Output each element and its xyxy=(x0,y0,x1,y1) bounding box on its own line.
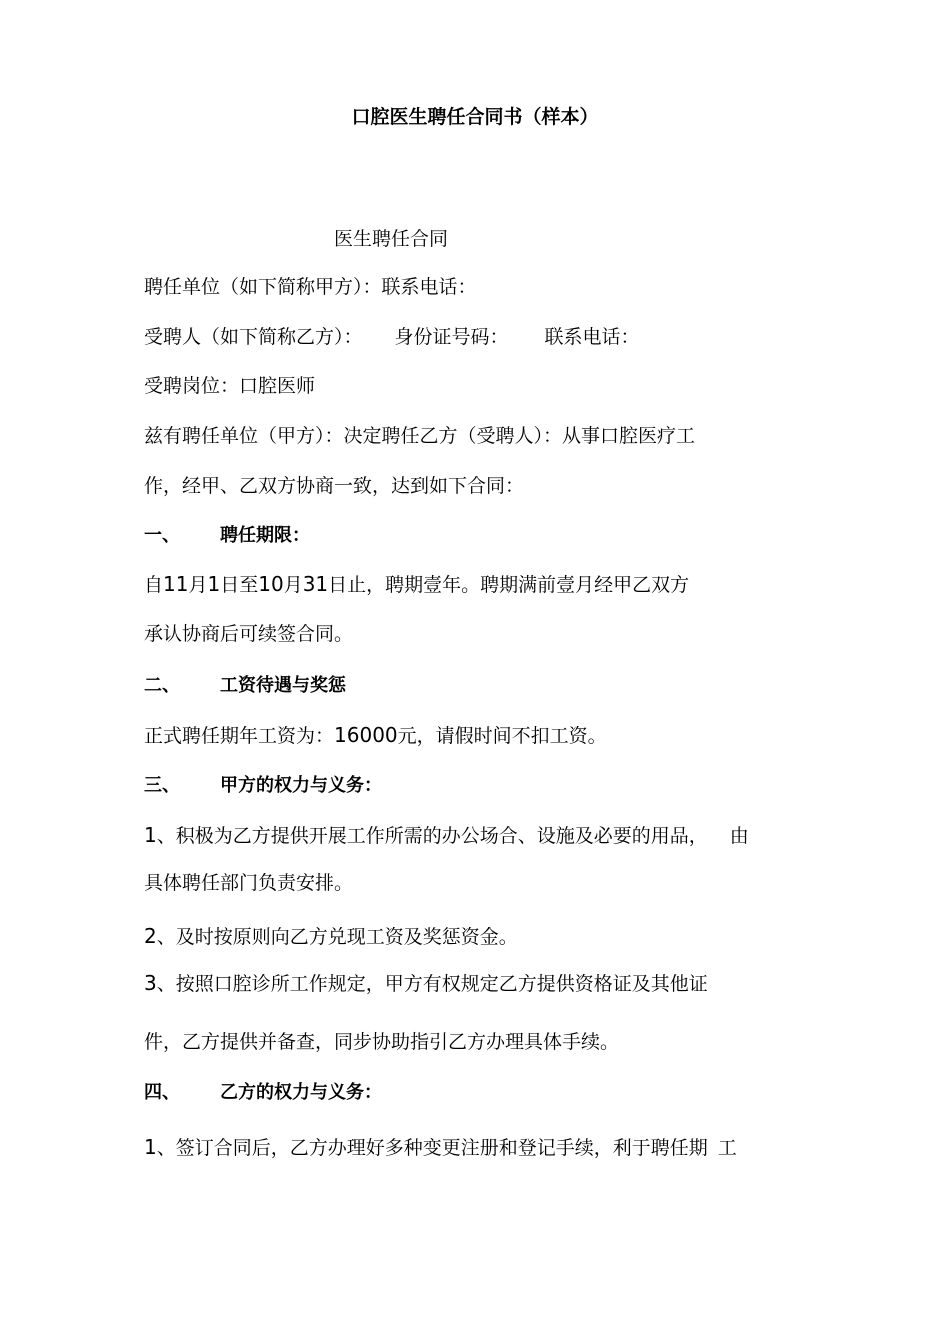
document-title: 口腔医生聘任合同书（样本） xyxy=(351,106,599,128)
section-heading-party-a xyxy=(144,774,382,798)
term-text: 日至 xyxy=(220,574,259,596)
section-title: 甲方的权力与义务： xyxy=(220,775,382,796)
party-a-item-3-cont: 件，乙方提供并备查，同步协助指引乙方办理具体手续。 xyxy=(144,1031,620,1053)
term-text: 日止，聘期壹年。聘期满前壹月经甲乙双方 xyxy=(328,574,690,596)
term-number: 1 xyxy=(207,572,221,596)
salary-suffix: 元，请假时间不扣工资。 xyxy=(397,725,607,747)
intro-line-2: 作，经甲、乙双方协商一致，达到如下合同： xyxy=(144,475,525,497)
item-text: 、签订合同后，乙方办理好多种变更注册和登记手续，利于聘任期 xyxy=(156,1137,708,1159)
item-text: 、及时按原则向乙方兑现工资及奖惩资金。 xyxy=(156,926,518,948)
intro-line-1: 兹有聘任单位（甲方）：决定聘任乙方（受聘人）：从事口腔医疗工 xyxy=(144,425,696,447)
section-number: 二、 xyxy=(144,675,180,696)
term-line-2: 承认协商后可续签合同。 xyxy=(144,623,354,645)
section-number: 一、 xyxy=(144,525,180,546)
party-a-item-1-cont: 具体聘任部门负责安排。 xyxy=(144,872,354,894)
party-a-item-1 xyxy=(144,823,749,848)
item-number: 1 xyxy=(144,1135,157,1159)
item-number: 1 xyxy=(144,823,157,847)
section-heading-term xyxy=(144,524,310,548)
item-number: 3 xyxy=(144,971,157,995)
term-text: 自 xyxy=(144,574,164,596)
term-text: 月 xyxy=(188,574,208,596)
section-heading-party-b xyxy=(144,1081,382,1105)
employee-phone-label: 联系电话： xyxy=(544,326,640,348)
section-heading-salary xyxy=(144,674,346,698)
term-number: 31 xyxy=(302,572,329,596)
section-title: 聘任期限： xyxy=(220,525,310,546)
party-a-item-3 xyxy=(144,971,708,996)
salary-amount: 16000 xyxy=(334,723,398,747)
term-line-1 xyxy=(144,572,689,597)
item-text-tail: 由 xyxy=(729,825,749,847)
section-title: 乙方的权力与义务： xyxy=(220,1082,382,1103)
term-number: 11 xyxy=(163,572,189,596)
id-number-label: 身份证号码： xyxy=(394,326,509,348)
section-number: 四、 xyxy=(144,1082,180,1103)
position-line: 受聘岗位：口腔医师 xyxy=(144,375,316,397)
item-text: 、积极为乙方提供开展工作所需的办公场合、设施及必要的用品， xyxy=(156,825,708,847)
salary-line xyxy=(144,723,607,748)
item-text: 、按照口腔诊所工作规定，甲方有权规定乙方提供资格证及其他证 xyxy=(156,973,708,995)
party-a-item-2 xyxy=(144,924,518,949)
contract-subtitle: 医生聘任合同 xyxy=(334,228,449,250)
item-number: 2 xyxy=(144,924,157,948)
employee-label: 受聘人（如下简称乙方）： xyxy=(144,326,363,348)
section-number: 三、 xyxy=(144,775,180,796)
employee-line xyxy=(144,325,640,349)
salary-prefix: 正式聘任期年工资为： xyxy=(144,725,335,747)
section-title: 工资待遇与奖惩 xyxy=(220,675,346,696)
term-text: 月 xyxy=(283,574,303,596)
party-b-item-1 xyxy=(144,1135,737,1160)
term-number: 10 xyxy=(258,572,284,596)
item-text-tail: 工 xyxy=(717,1137,737,1159)
employer-line: 聘任单位（如下简称甲方）：联系电话： xyxy=(144,276,477,298)
